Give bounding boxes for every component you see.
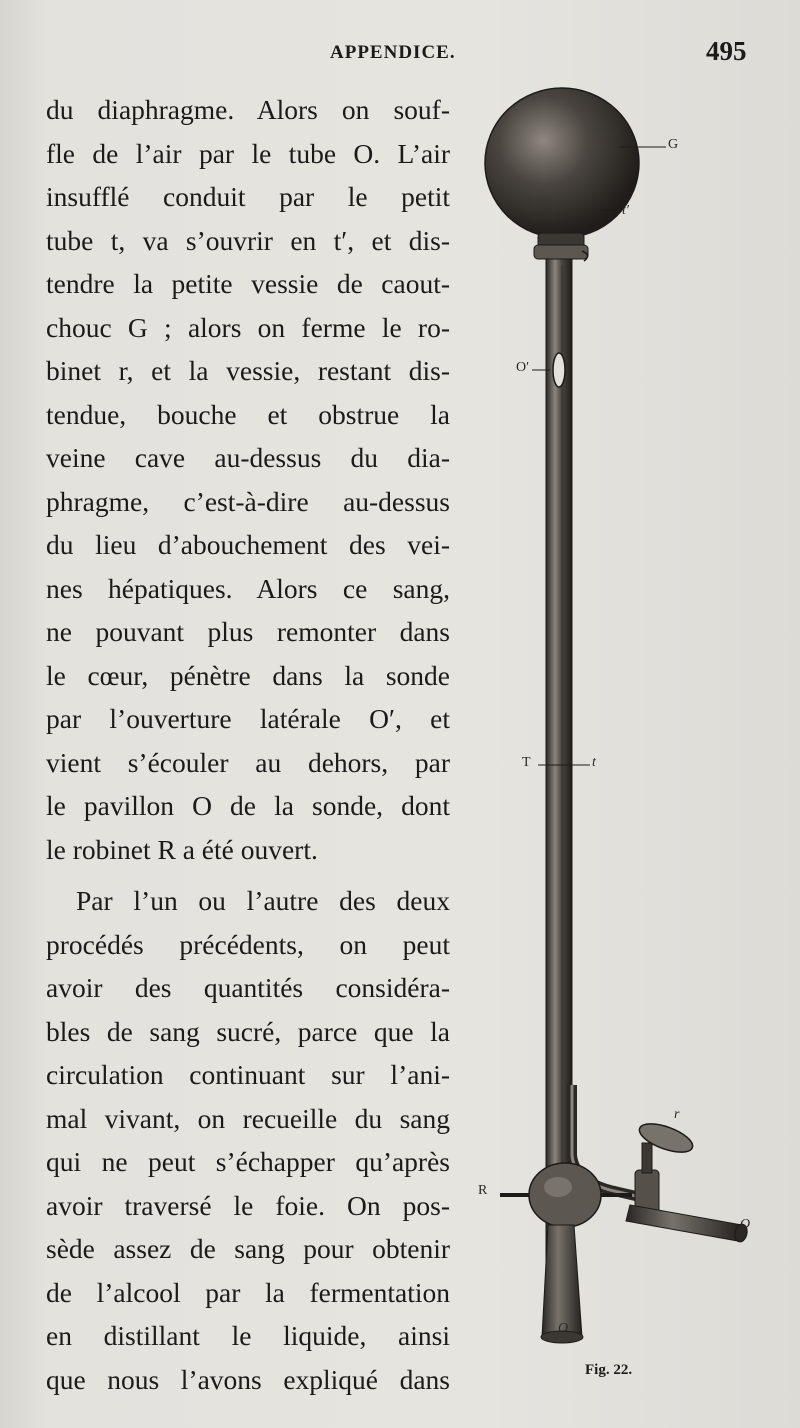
figure-22-sonde <box>470 75 800 1385</box>
label-R: R <box>478 1183 488 1198</box>
running-header <box>0 38 800 72</box>
text-line: par l’ouverture latérale O′, et <box>46 703 450 734</box>
text-line: sède assez de sang pour obtenir <box>46 1233 450 1264</box>
label-t-prime: t′ <box>622 203 629 218</box>
text-line: en distillant le liquide, ainsi <box>46 1320 450 1351</box>
body-text <box>46 88 450 1401</box>
text-line: Par l’un ou l’autre des deux <box>76 885 450 916</box>
rubber-balloon <box>485 88 639 238</box>
page-number: 495 <box>706 36 747 66</box>
text-line: que nous l’avons expliqué dans <box>46 1363 450 1395</box>
text-line: du diaphragme. Alors on souf- <box>46 94 450 125</box>
text-line: tendue, bouche et obstrue la <box>46 398 450 430</box>
text-line: le robinet R a été ouvert. <box>46 833 318 865</box>
side-nozzle-O <box>626 1205 742 1241</box>
sonde-illustration <box>470 75 800 1385</box>
text-line: avoir traversé le foie. On pos- <box>46 1189 450 1221</box>
text-line: de l’alcool par la fermentation <box>46 1276 450 1308</box>
label-O-bottom: O <box>558 1321 569 1336</box>
label-r: r <box>674 1107 680 1122</box>
text-line: phragme, c’est-à-dire au-dessus <box>46 485 450 517</box>
text-line: avoir des quantités considéra- <box>46 972 450 1003</box>
text-line: ne pouvant plus remonter dans <box>46 616 450 647</box>
text-line: le cœur, pénètre dans la sonde <box>46 659 450 691</box>
text-line: fle de l’air par le tube O. L’air <box>46 137 450 169</box>
text-line: qui ne peut s’échapper qu’après <box>46 1146 450 1177</box>
text-line: veine cave au-dessus du dia- <box>46 442 450 473</box>
text-line: tube t, va s’ouvrir en t′, et dis- <box>46 224 450 256</box>
figure-caption: Fig. 22. <box>585 1362 633 1378</box>
text-line: le pavillon O de la sonde, dont <box>46 790 450 821</box>
text-line: insufflé conduit par le petit <box>46 181 450 212</box>
text-line: nes hépatiques. Alors ce sang, <box>46 572 450 604</box>
label-t: t <box>592 755 596 770</box>
text-line: chouc G ; alors on ferme le ro- <box>46 311 450 343</box>
text-line: binet r, et la vessie, restant dis- <box>46 355 450 386</box>
text-line: bles de sang sucré, parce que la <box>46 1015 450 1047</box>
label-O-right: O <box>740 1217 751 1232</box>
label-T: T <box>522 755 531 770</box>
lateral-opening <box>553 353 565 387</box>
text-line: du lieu d’abouchement des vei- <box>46 529 450 560</box>
text-line: procédés précédents, on peut <box>46 928 450 960</box>
text-line: vient s’écouler au dehors, par <box>46 746 450 778</box>
running-title: APPENDICE. <box>330 42 456 63</box>
text-line: circulation continuant sur l’ani- <box>46 1059 450 1090</box>
text-line: tendre la petite vessie de caout- <box>46 268 450 299</box>
text-line: mal vivant, on recueille du sang <box>46 1102 450 1134</box>
label-O-prime: O′ <box>516 360 530 375</box>
label-G: G <box>668 137 679 152</box>
